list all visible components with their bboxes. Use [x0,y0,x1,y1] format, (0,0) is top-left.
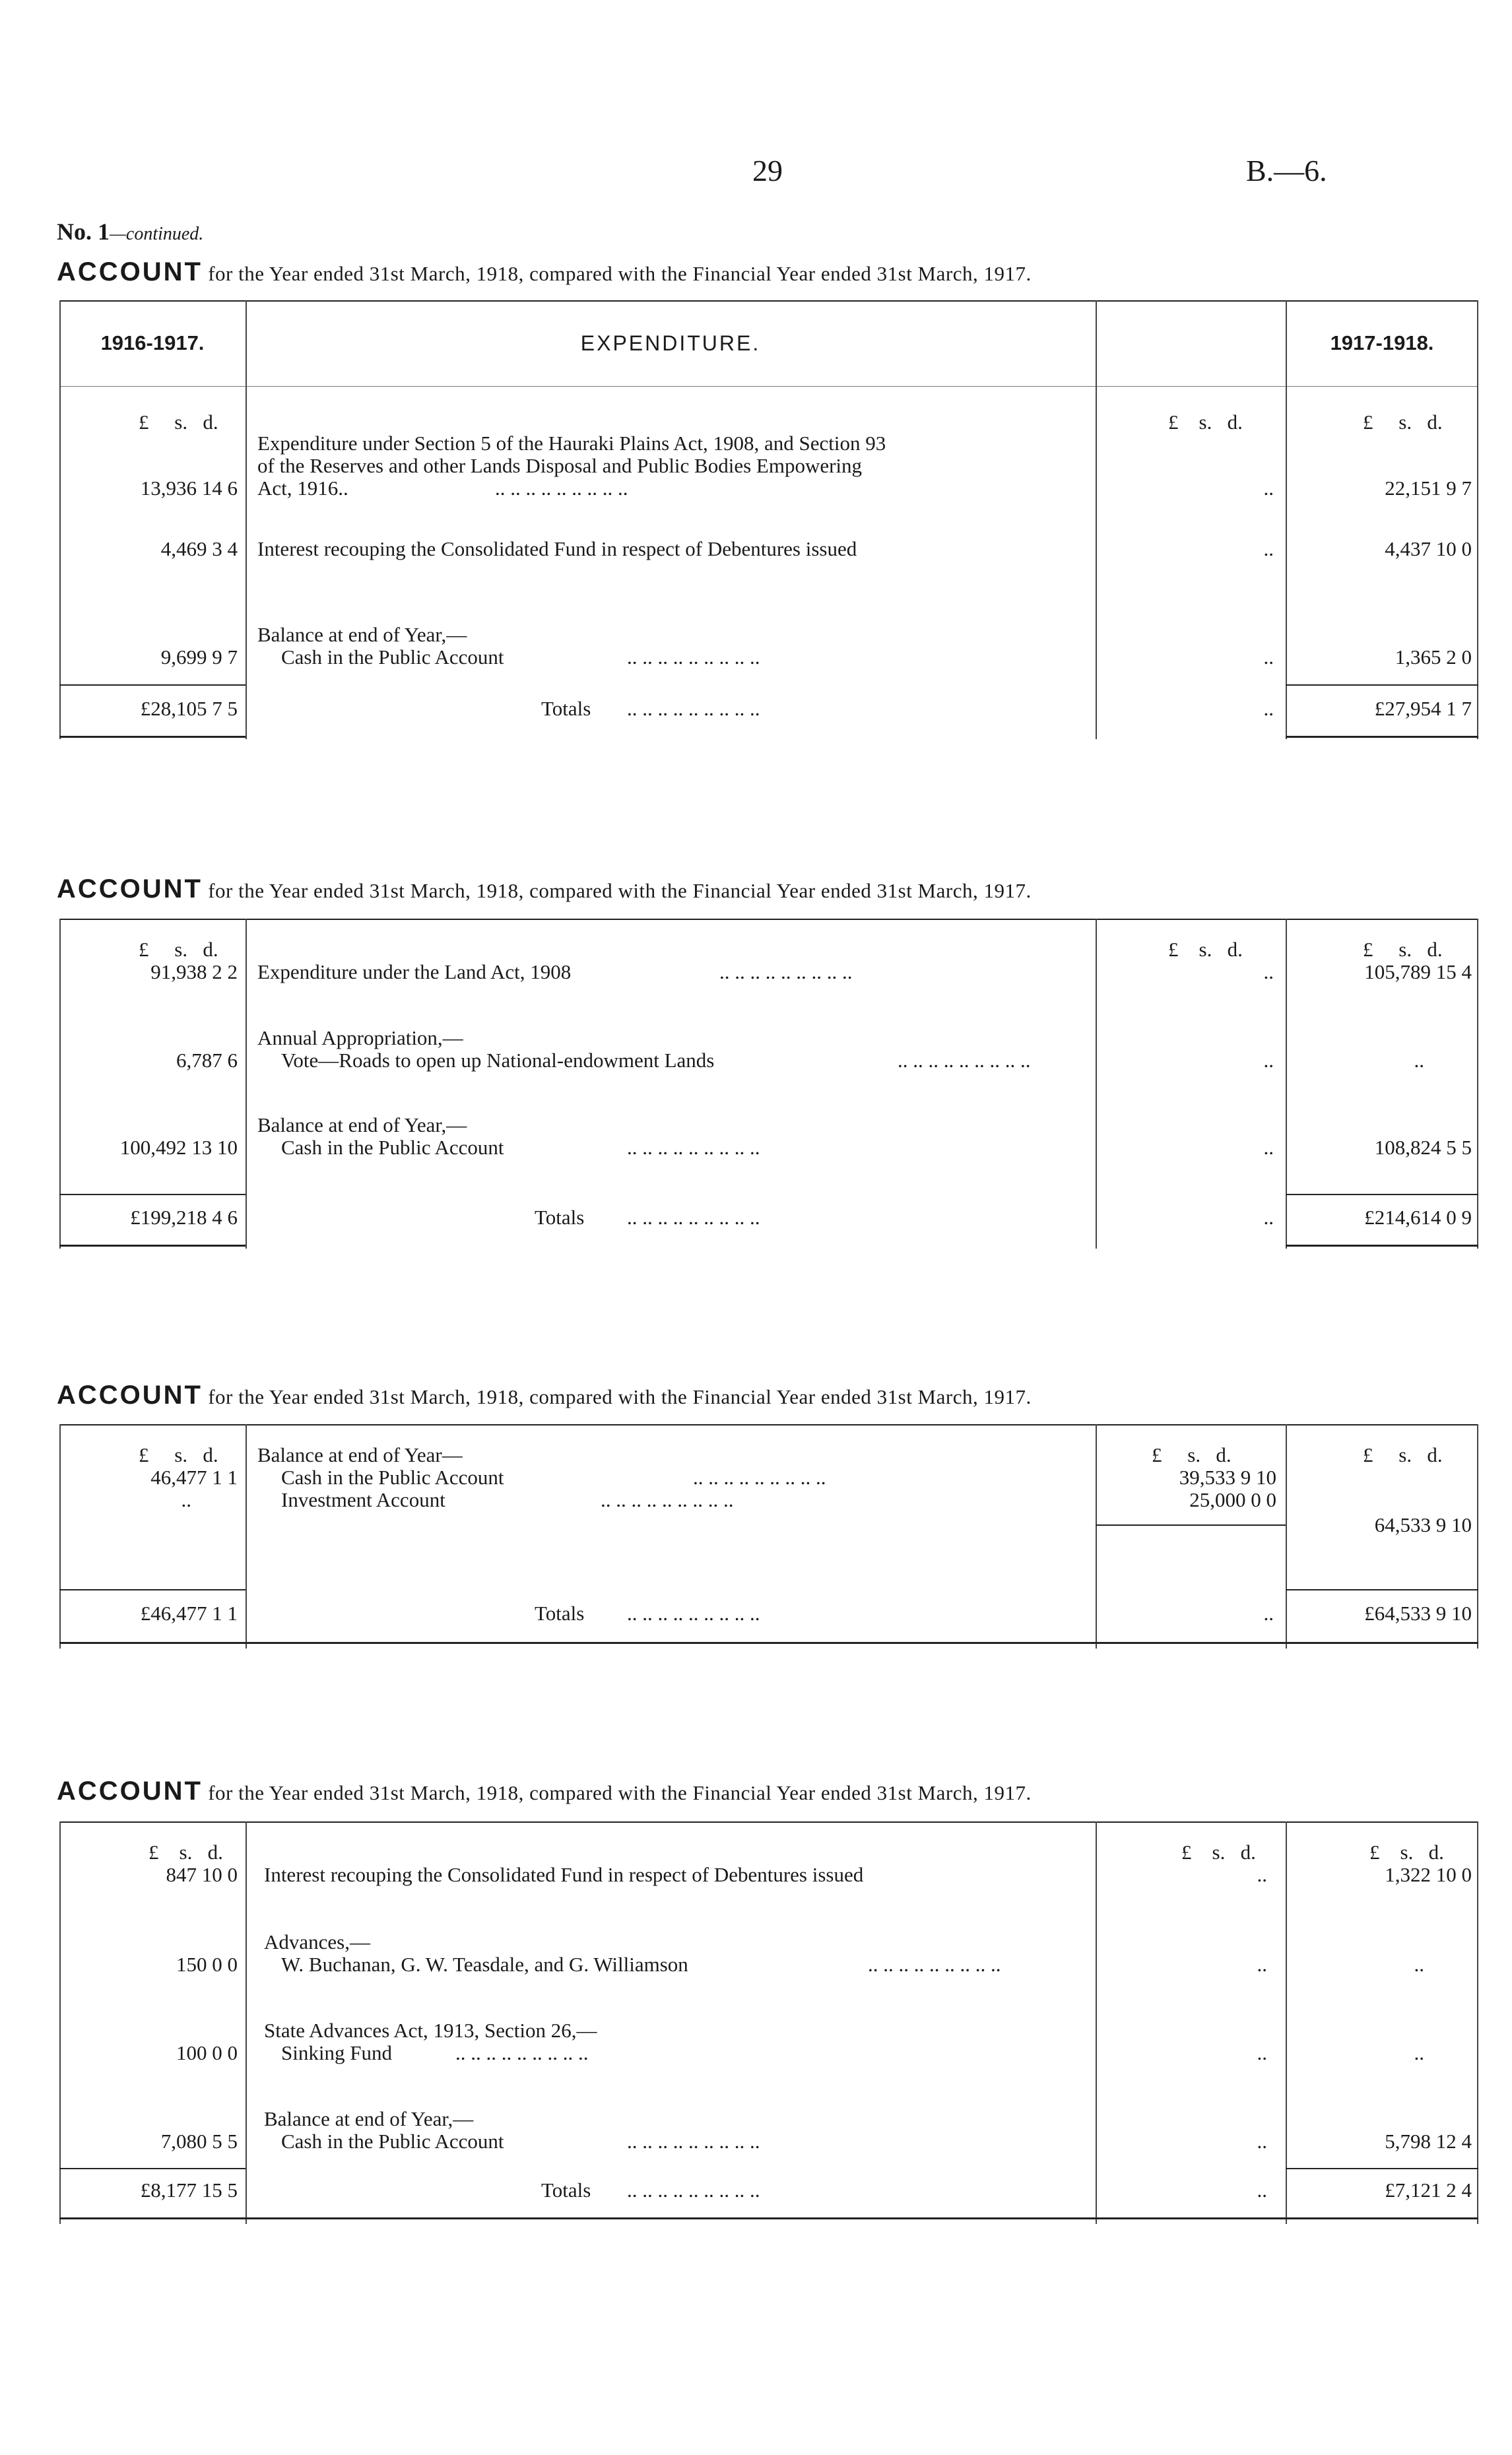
amount-mid: .. [1257,2041,1267,2064]
account-title-1 [57,257,1032,287]
lsd-header-prev: £ s. d. [139,1443,218,1466]
dot-leader: .. .. .. .. .. .. .. .. .. [495,477,628,500]
total-1917-1918: £7,121 2 4 [1385,2178,1472,2202]
amount-1916-1917: 46,477 1 1 [150,1466,238,1489]
totals-label: Totals [541,697,591,720]
account-rest: for the Year ended 31st March, 1918, compared with the Financial Year ended 31st March, 1917. [208,879,1032,902]
column-header-1917-1918: 1917-1918. [1330,331,1434,354]
account-rest: for the Year ended 31st March, 1918, compared with the Financial Year ended 31st March, 1917. [208,262,1032,285]
dot-leader: .. .. .. .. .. .. .. .. .. [627,698,760,720]
dot-leader: .. .. .. .. .. .. .. .. .. [627,1206,760,1229]
amount-mid: 39,533 9 10 [1179,1466,1276,1489]
row-description-line: Sinking Fund [281,2041,392,2064]
row-description-line: Interest recouping the Consolidated Fund in respect of Debentures issued [257,537,857,560]
lsd-header-cur: £ s. d. [1363,938,1443,961]
amount-1916-1917: 6,787 6 [176,1049,238,1072]
row-description-line: Cash in the Public Account [281,1136,504,1159]
amount-mid: .. [1263,645,1274,669]
amount-mid: .. [1263,1136,1274,1159]
row-description-line: Act, 1916.. [257,476,348,500]
account-table-1 [59,300,1478,739]
amount-1917-1918: 1,365 2 0 [1395,645,1472,669]
account-title-3 [57,1381,1032,1410]
row-description-line: Cash in the Public Account [281,2130,504,2153]
amount-1916-1917: 847 10 0 [166,1863,238,1886]
row-description-line: Balance at end of Year,— [264,2107,474,2130]
amount-mid: .. [1257,2130,1267,2153]
lsd-header-mid: £ s. d. [1168,410,1243,434]
row-description-line: Investment Account [281,1488,445,1511]
account-lead: ACCOUNT [57,1381,203,1410]
amount-mid: .. [1257,1953,1267,1976]
account-lead: ACCOUNT [57,1777,203,1806]
amount-1917-1918: 108,824 5 5 [1374,1136,1472,1159]
document-reference: B.—6. [1246,154,1327,187]
account-rest: for the Year ended 31st March, 1918, compared with the Financial Year ended 31st March, 1917. [208,1781,1032,1804]
amount-1917-1918: 1,322 10 0 [1385,1863,1472,1886]
row-description-line: of the Reserves and other Lands Disposal and Public Bodies Empowering [257,454,863,477]
amount-1916-1917: 100 0 0 [176,2041,238,2064]
dot-leader: .. .. .. .. .. .. .. .. .. [719,961,853,983]
total-mid: .. [1263,1602,1274,1625]
row-description-line: Cash in the Public Account [281,1466,504,1489]
subtotal-1917-1918: 64,533 9 10 [1374,1513,1472,1536]
amount-1916-1917: .. [181,1488,191,1511]
column-header-1916-1917: 1916-1917. [100,331,205,354]
row-description-line: Expenditure under the Land Act, 1908 [257,960,572,983]
dot-leader: .. .. .. .. .. .. .. .. .. [627,2179,760,2202]
amount-1917-1918: 22,151 9 7 [1385,476,1472,500]
total-1917-1918: £214,614 0 9 [1364,1206,1472,1229]
amount-mid: .. [1263,960,1274,983]
continued-heading [57,218,203,246]
row-description-line: Balance at end of Year— [257,1443,463,1466]
row-description-line: Expenditure under Section 5 of the Hauraki Plains Act, 1908, and Section 93 [257,432,886,455]
amount-1916-1917: 13,936 14 6 [140,476,238,500]
lsd-header-prev: £ s. d. [139,938,218,961]
amount-1917-1918: .. [1414,1049,1424,1072]
dot-leader: .. .. .. .. .. .. .. .. .. [455,2042,589,2064]
dot-leader: .. .. .. .. .. .. .. .. .. [627,1602,760,1625]
dot-leader: .. .. .. .. .. .. .. .. .. [627,646,760,669]
total-1916-1917: £8,177 15 5 [140,2178,238,2202]
amount-1916-1917: 91,938 2 2 [150,960,238,983]
total-1916-1917: £46,477 1 1 [140,1602,238,1625]
total-1916-1917: £28,105 7 5 [140,697,238,720]
row-description-line: W. Buchanan, G. W. Teasdale, and G. Williamson [281,1953,688,1976]
row-description-line: Advances,— [264,1930,370,1953]
amount-mid: .. [1263,537,1274,560]
amount-mid: .. [1263,476,1274,500]
totals-label: Totals [541,2178,591,2202]
account-table-3 [59,1424,1478,1649]
amount-mid: 25,000 0 0 [1189,1488,1276,1511]
lsd-header-cur: £ s. d. [1363,410,1443,434]
total-mid: .. [1263,1206,1274,1229]
row-description-line: Vote—Roads to open up National-endowment Lands [281,1049,715,1072]
total-mid: .. [1257,2178,1267,2202]
row-description-line: Interest recouping the Consolidated Fund in respect of Debentures issued [264,1863,864,1886]
dot-leader: .. .. .. .. .. .. .. .. .. [868,1953,1001,1976]
dot-leader: .. .. .. .. .. .. .. .. .. [627,1136,760,1159]
amount-1917-1918: .. [1414,1953,1424,1976]
amount-mid: .. [1257,1863,1267,1886]
account-title-2 [57,874,1032,904]
amount-1916-1917: 7,080 5 5 [160,2130,238,2153]
column-header-expenditure: EXPENDITURE. [580,331,761,355]
dot-leader: .. .. .. .. .. .. .. .. .. [601,1489,734,1511]
lsd-header-mid: £ s. d. [1168,938,1243,961]
total-mid: .. [1263,697,1274,720]
amount-1917-1918: 4,437 10 0 [1385,537,1472,560]
lsd-header-prev: £ s. d. [139,410,218,434]
amount-1917-1918: .. [1414,2041,1424,2064]
lsd-header-cur: £ s. d. [1363,1443,1443,1466]
account-title-4 [57,1777,1032,1806]
amount-mid: .. [1263,1049,1274,1072]
continued-word: —continued. [110,224,204,244]
account-lead: ACCOUNT [57,257,203,286]
lsd-header-prev: £ s. d. [148,1841,223,1864]
lsd-header-cur: £ s. d. [1369,1841,1444,1864]
account-rest: for the Year ended 31st March, 1918, compared with the Financial Year ended 31st March, 1917. [208,1385,1032,1408]
amount-1917-1918: 105,789 15 4 [1364,960,1472,983]
total-1916-1917: £199,218 4 6 [130,1206,238,1229]
page-number: 29 [752,154,783,187]
lsd-header-mid: £ s. d. [1152,1443,1232,1466]
dot-leader: .. .. .. .. .. .. .. .. .. [627,2130,760,2153]
total-1917-1918: £27,954 1 7 [1374,697,1472,720]
amount-1916-1917: 9,699 9 7 [160,645,238,669]
totals-label: Totals [535,1206,585,1229]
amount-1916-1917: 4,469 3 4 [160,537,238,560]
dot-leader: .. .. .. .. .. .. .. .. .. [693,1466,826,1489]
row-description-line: Annual Appropriation,— [257,1026,463,1049]
lsd-header-mid: £ s. d. [1181,1841,1256,1864]
dot-leader: .. .. .. .. .. .. .. .. .. [898,1049,1031,1072]
row-description-line: Cash in the Public Account [281,645,504,669]
continued-number: No. 1 [57,218,110,245]
row-description-line: State Advances Act, 1913, Section 26,— [264,2019,597,2042]
account-table-2 [59,919,1478,1249]
totals-label: Totals [535,1602,585,1625]
amount-1916-1917: 100,492 13 10 [119,1136,238,1159]
total-1917-1918: £64,533 9 10 [1364,1602,1472,1625]
account-table-4 [59,1821,1478,2224]
amount-1916-1917: 150 0 0 [176,1953,238,1976]
row-description-line: Balance at end of Year,— [257,623,467,646]
amount-1917-1918: 5,798 12 4 [1385,2130,1472,2153]
account-lead: ACCOUNT [57,874,203,903]
row-description-line: Balance at end of Year,— [257,1113,467,1136]
